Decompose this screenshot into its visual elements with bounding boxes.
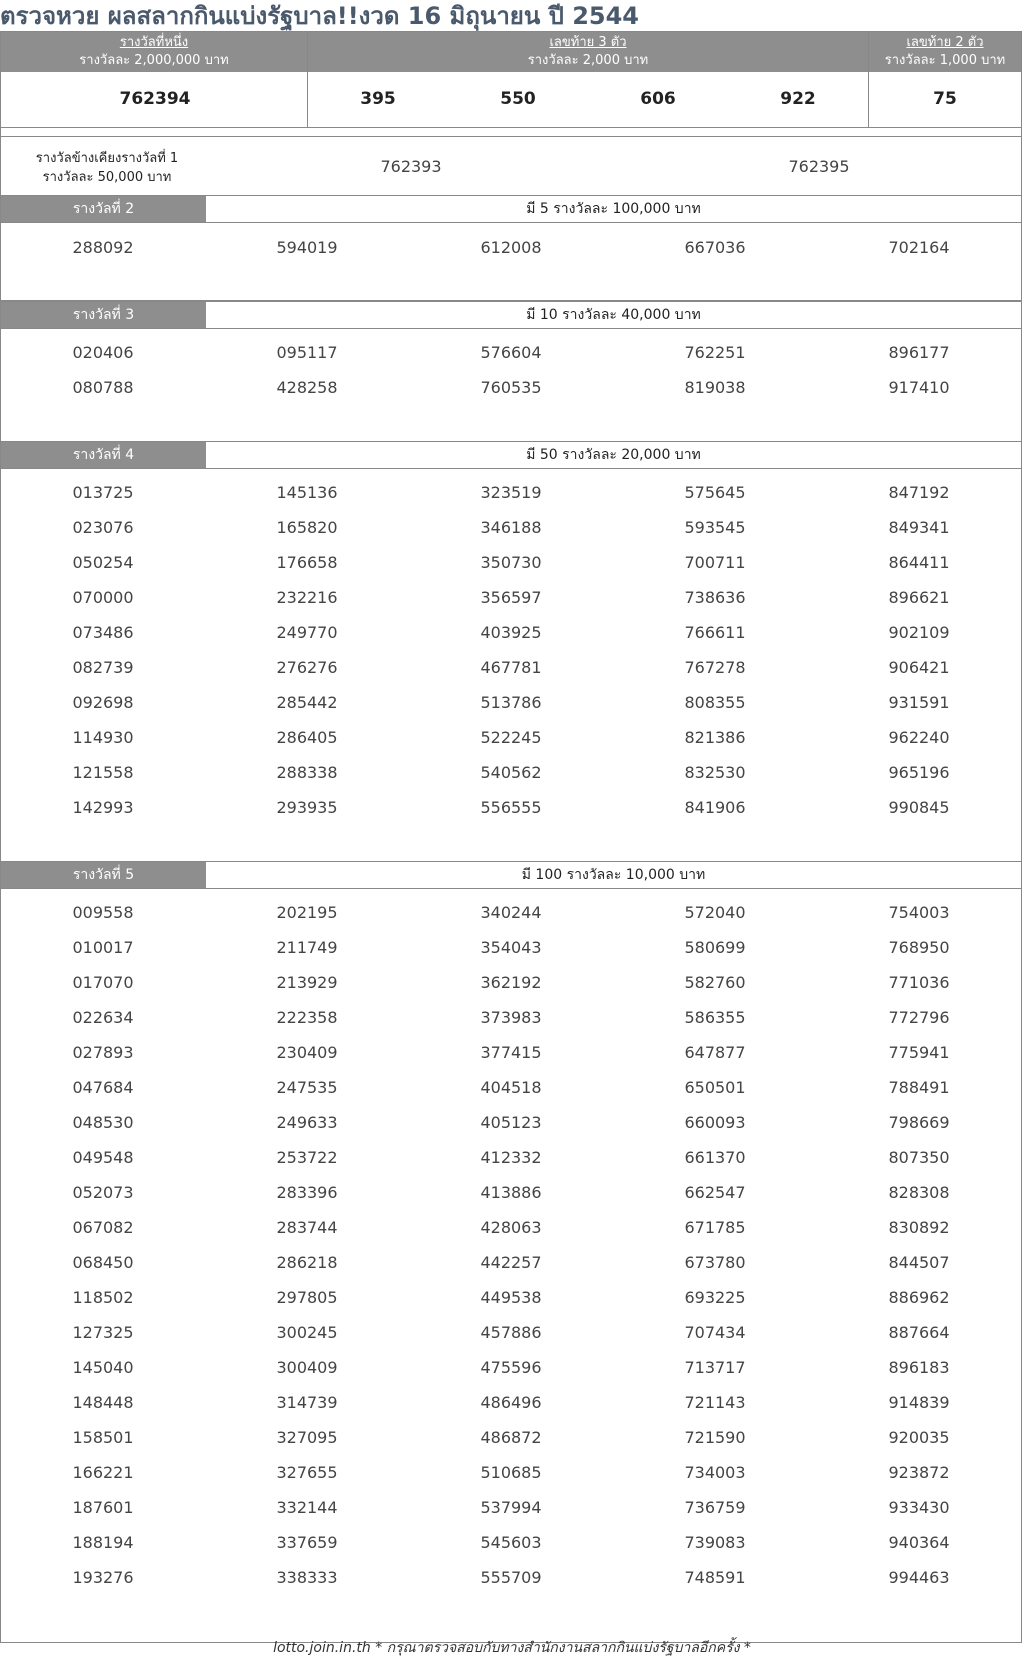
prize4-number: 073486 — [72, 623, 134, 642]
prize4-number: 092698 — [72, 693, 134, 712]
prize2-number: 667036 — [684, 238, 746, 257]
prize5-number: 442257 — [480, 1253, 542, 1272]
prize4-number: 832530 — [684, 763, 746, 782]
prize3-number: 020406 — [72, 343, 134, 362]
prize3-grid — [1, 335, 1021, 405]
prize4-number: 176658 — [276, 553, 338, 572]
last3-number: 606 — [640, 89, 676, 109]
prize5-number: 486872 — [480, 1428, 542, 1447]
prize2-number: 702164 — [888, 238, 950, 257]
prize5-number: 297805 — [276, 1288, 338, 1307]
prize5-number: 377415 — [480, 1043, 542, 1062]
prize5-number: 647877 — [684, 1043, 746, 1062]
prize5-number: 188194 — [72, 1533, 134, 1552]
prize3-number: 080788 — [72, 378, 134, 397]
prize4-number: 906421 — [888, 658, 950, 677]
prize5-number: 940364 — [888, 1533, 950, 1552]
prize4-number: 931591 — [888, 693, 950, 712]
prize5-number: 807350 — [888, 1148, 950, 1167]
prize5-number: 661370 — [684, 1148, 746, 1167]
prize5-number: 545603 — [480, 1533, 542, 1552]
prize5-number: 475596 — [480, 1358, 542, 1377]
prize5-number: 457886 — [480, 1323, 542, 1342]
last2-number: 75 — [933, 89, 957, 109]
prize5-number: 145040 — [72, 1358, 134, 1377]
divider — [307, 32, 308, 127]
prize4-number: 082739 — [72, 658, 134, 677]
prize5-number: 486496 — [480, 1393, 542, 1412]
prize5-number: 404518 — [480, 1078, 542, 1097]
near-first-number: 762395 — [788, 157, 850, 176]
prize4-number: 165820 — [276, 518, 338, 537]
prize5-number: 009558 — [72, 903, 134, 922]
first-prize-number: 762394 — [119, 89, 191, 109]
prize4-number: 286405 — [276, 728, 338, 747]
prize5-number: 340244 — [480, 903, 542, 922]
prize5-number: 693225 — [684, 1288, 746, 1307]
prize3-label: รางวัลที่ 3 — [1, 302, 206, 328]
prize2-grid — [1, 230, 1021, 265]
prize5-number: 896183 — [888, 1358, 950, 1377]
prize5-number: 049548 — [72, 1148, 134, 1167]
prize5-number: 373983 — [480, 1008, 542, 1027]
prize3-number: 428258 — [276, 378, 338, 397]
prize4-number: 356597 — [480, 588, 542, 607]
results-table — [0, 31, 1022, 1643]
prize4-number: 808355 — [684, 693, 746, 712]
prize5-number: 721143 — [684, 1393, 746, 1412]
prize4-number: 142993 — [72, 798, 134, 817]
prize4-number: 896621 — [888, 588, 950, 607]
prize5-number: 920035 — [888, 1428, 950, 1447]
prize5-number: 713717 — [684, 1358, 746, 1377]
prize5-number: 118502 — [72, 1288, 134, 1307]
prize5-number: 405123 — [480, 1113, 542, 1132]
prize2-number: 612008 — [480, 238, 542, 257]
prize5-number: 213929 — [276, 973, 338, 992]
prize4-number: 965196 — [888, 763, 950, 782]
prize5-number: 572040 — [684, 903, 746, 922]
prize2-number: 288092 — [72, 238, 134, 257]
prize5-number: 166221 — [72, 1463, 134, 1482]
last2-header — [869, 32, 1021, 72]
last2-label[interactable]: เลขท้าย 2 ตัว — [906, 35, 984, 50]
prize4-number: 821386 — [684, 728, 746, 747]
prize5-number: 230409 — [276, 1043, 338, 1062]
prize5-label: รางวัลที่ 5 — [1, 862, 206, 888]
prize5-number: 586355 — [684, 1008, 746, 1027]
prize5-number: 067082 — [72, 1218, 134, 1237]
prize5-number: 300245 — [276, 1323, 338, 1342]
prize5-number: 048530 — [72, 1113, 134, 1132]
prize4-number: 467781 — [480, 658, 542, 677]
prize5-number: 844507 — [888, 1253, 950, 1272]
prize5-number: 660093 — [684, 1113, 746, 1132]
prize4-number: 738636 — [684, 588, 746, 607]
prize5-number: 650501 — [684, 1078, 746, 1097]
prize5-number: 047684 — [72, 1078, 134, 1097]
prize5-number: 286218 — [276, 1253, 338, 1272]
near-first-label — [17, 149, 197, 187]
prize5-number: 582760 — [684, 973, 746, 992]
prize5-number: 662547 — [684, 1183, 746, 1202]
prize5-number: 830892 — [888, 1218, 950, 1237]
prize5-number: 428063 — [480, 1218, 542, 1237]
divider — [1, 127, 1021, 128]
prize4-number: 847192 — [888, 483, 950, 502]
prize5-number: 202195 — [276, 903, 338, 922]
prize4-number: 350730 — [480, 553, 542, 572]
prize5-number: 772796 — [888, 1008, 950, 1027]
prize5-number: 748591 — [684, 1568, 746, 1587]
last3-amount: รางวัลละ 2,000 บาท — [527, 53, 649, 68]
prize4-number: 121558 — [72, 763, 134, 782]
prize5-number: 327655 — [276, 1463, 338, 1482]
prize5-number: 788491 — [888, 1078, 950, 1097]
prize2-header — [1, 195, 1021, 223]
prize5-number: 771036 — [888, 973, 950, 992]
prize5-number: 828308 — [888, 1183, 950, 1202]
prize4-number: 346188 — [480, 518, 542, 537]
prize5-number: 222358 — [276, 1008, 338, 1027]
prize5-number: 580699 — [684, 938, 746, 957]
prize4-number: 962240 — [888, 728, 950, 747]
prize5-number: 247535 — [276, 1078, 338, 1097]
prize4-number: 232216 — [276, 588, 338, 607]
prize3-number: 760535 — [480, 378, 542, 397]
prize4-number: 114930 — [72, 728, 134, 747]
prize4-number: 023076 — [72, 518, 134, 537]
prize4-header — [1, 441, 1021, 469]
prize3-desc: มี 10 รางวัลละ 40,000 บาท — [526, 307, 701, 323]
prize5-number: 734003 — [684, 1463, 746, 1482]
prize5-number: 249633 — [276, 1113, 338, 1132]
prize4-number: 285442 — [276, 693, 338, 712]
prize5-number: 338333 — [276, 1568, 338, 1587]
prize4-number: 013725 — [72, 483, 134, 502]
prize5-number: 933430 — [888, 1498, 950, 1517]
prize4-number: 513786 — [480, 693, 542, 712]
prize5-number: 555709 — [480, 1568, 542, 1587]
prize5-number: 671785 — [684, 1218, 746, 1237]
prize4-number: 556555 — [480, 798, 542, 817]
prize5-number: 994463 — [888, 1568, 950, 1587]
last3-number: 395 — [360, 89, 396, 109]
prize5-number: 887664 — [888, 1323, 950, 1342]
prize5-header — [1, 861, 1021, 889]
prize4-number: 766611 — [684, 623, 746, 642]
prize4-number: 050254 — [72, 553, 134, 572]
prize4-label: รางวัลที่ 4 — [1, 442, 206, 468]
prize2-number: 594019 — [276, 238, 338, 257]
prize4-number: 070000 — [72, 588, 134, 607]
prize4-number: 575645 — [684, 483, 746, 502]
prize5-number: 158501 — [72, 1428, 134, 1447]
prize5-number: 332144 — [276, 1498, 338, 1517]
prize5-number: 412332 — [480, 1148, 542, 1167]
prize5-number: 010017 — [72, 938, 134, 957]
prize5-number: 027893 — [72, 1043, 134, 1062]
prize5-number: 211749 — [276, 938, 338, 957]
prize5-number: 022634 — [72, 1008, 134, 1027]
prize5-number: 449538 — [480, 1288, 542, 1307]
prize5-number: 337659 — [276, 1533, 338, 1552]
prize4-number: 767278 — [684, 658, 746, 677]
prize4-number: 145136 — [276, 483, 338, 502]
prize5-number: 736759 — [684, 1498, 746, 1517]
prize4-number: 593545 — [684, 518, 746, 537]
prize5-number: 148448 — [72, 1393, 134, 1412]
prize5-desc: มี 100 รางวัลละ 10,000 บาท — [521, 867, 706, 883]
prize4-number: 990845 — [888, 798, 950, 817]
prize5-number: 314739 — [276, 1393, 338, 1412]
prize5-number: 768950 — [888, 938, 950, 957]
prize3-number: 917410 — [888, 378, 950, 397]
prize5-number: 362192 — [480, 973, 542, 992]
prize5-number: 253722 — [276, 1148, 338, 1167]
prize4-number: 323519 — [480, 483, 542, 502]
divider — [1, 136, 1021, 137]
prize4-number: 864411 — [888, 553, 950, 572]
prize3-number: 095117 — [276, 343, 338, 362]
prize5-number: 354043 — [480, 938, 542, 957]
prize5-number: 300409 — [276, 1358, 338, 1377]
last3-number: 550 — [500, 89, 536, 109]
prize4-desc: มี 50 รางวัลละ 20,000 บาท — [526, 447, 701, 463]
prize5-number: 127325 — [72, 1323, 134, 1342]
prize5-number: 283396 — [276, 1183, 338, 1202]
first-prize-header — [1, 32, 307, 72]
near-first-amount: รางวัลละ 50,000 บาท — [42, 170, 172, 185]
prize4-grid — [1, 475, 1021, 825]
prize5-number: 754003 — [888, 903, 950, 922]
near-first-number: 762393 — [380, 157, 442, 176]
prize4-number: 249770 — [276, 623, 338, 642]
prize5-number: 739083 — [684, 1533, 746, 1552]
near-first-title: รางวัลข้างเคียงรางวัลที่ 1 — [35, 151, 179, 166]
prize5-number: 193276 — [72, 1568, 134, 1587]
prize4-number: 902109 — [888, 623, 950, 642]
prize5-number: 914839 — [888, 1393, 950, 1412]
prize5-number: 413886 — [480, 1183, 542, 1202]
prize4-number: 522245 — [480, 728, 542, 747]
prize2-label: รางวัลที่ 2 — [1, 196, 206, 222]
divider — [868, 32, 869, 127]
prize5-number: 923872 — [888, 1463, 950, 1482]
last3-label[interactable]: เลขท้าย 3 ตัว — [549, 35, 627, 50]
prize4-number: 293935 — [276, 798, 338, 817]
prize5-grid — [1, 895, 1021, 1595]
prize5-number: 707434 — [684, 1323, 746, 1342]
prize4-number: 841906 — [684, 798, 746, 817]
prize3-number: 819038 — [684, 378, 746, 397]
prize5-number: 886962 — [888, 1288, 950, 1307]
page-title: ตรวจหวย ผลสลากกินแบ่งรัฐบาล!!งวด 16 มิถุนายน ปี 2544 — [0, 2, 639, 30]
prize5-number: 068450 — [72, 1253, 134, 1272]
prize4-number: 288338 — [276, 763, 338, 782]
last3-number: 922 — [780, 89, 816, 109]
prize5-number: 537994 — [480, 1498, 542, 1517]
prize5-number: 327095 — [276, 1428, 338, 1447]
prize5-number: 017070 — [72, 973, 134, 992]
prize4-number: 849341 — [888, 518, 950, 537]
prize3-number: 576604 — [480, 343, 542, 362]
prize2-desc: มี 5 รางวัลละ 100,000 บาท — [526, 201, 701, 217]
last3-header — [308, 32, 868, 72]
prize4-number: 540562 — [480, 763, 542, 782]
prize4-number: 403925 — [480, 623, 542, 642]
prize5-number: 187601 — [72, 1498, 134, 1517]
prize3-number: 762251 — [684, 343, 746, 362]
prize5-number: 775941 — [888, 1043, 950, 1062]
prize5-number: 673780 — [684, 1253, 746, 1272]
prize4-number: 700711 — [684, 553, 746, 572]
prize5-number: 283744 — [276, 1218, 338, 1237]
first-prize-label[interactable]: รางวัลที่หนึ่ง — [119, 35, 189, 50]
prize5-number: 510685 — [480, 1463, 542, 1482]
prize3-number: 896177 — [888, 343, 950, 362]
prize5-number: 052073 — [72, 1183, 134, 1202]
prize3-header — [1, 301, 1021, 329]
last2-amount: รางวัลละ 1,000 บาท — [884, 53, 1006, 68]
prize4-number: 276276 — [276, 658, 338, 677]
first-prize-amount: รางวัลละ 2,000,000 บาท — [79, 53, 229, 68]
prize5-number: 721590 — [684, 1428, 746, 1447]
prize5-number: 798669 — [888, 1113, 950, 1132]
footer-note: lotto.join.in.th * กรุณาตรวจสอบกับทางสำนักงานสลากกินแบ่งรัฐบาลอีกครั้ง * — [273, 1640, 751, 1656]
